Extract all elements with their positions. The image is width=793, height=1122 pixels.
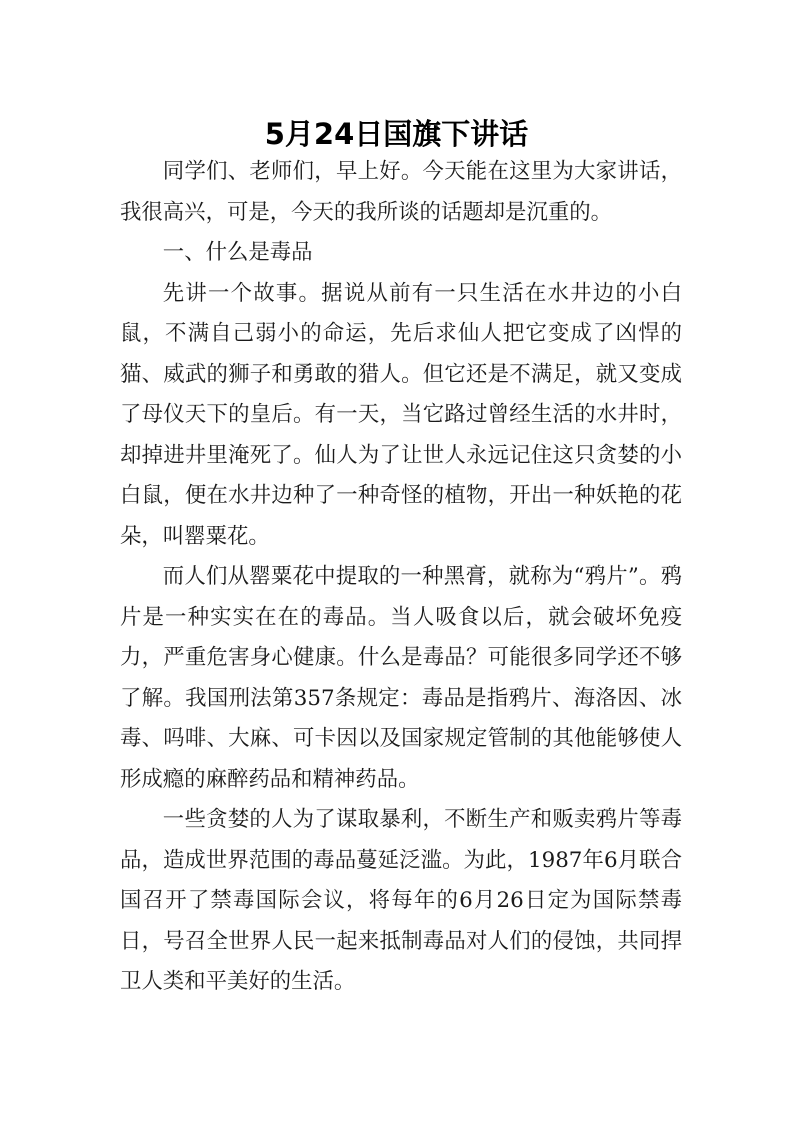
paragraph-anti-drug-day: 一些贪婪的人为了谋取暴利，不断生产和贩卖鸦片等毒品，造成世界范围的毒品蔓延泛滥。为此，1987年6月联合国召开了禁毒国际会议，将每年的6月26日定为国际禁毒日，号召全世界人民一起来抵制毒品对人们的侵蚀，共同捍卫人类和平美好的生活。 [120, 807, 682, 994]
paragraph-opium: 而人们从罂粟花中提取的一种黑膏，就称为“鸦片”。鸦片是一种实实在在的毒品。当人吸食以后，就会破坏免疫力，严重危害身心健康。什么是毒品？可能很多同学还不够了解。我国刑法第357条规定：毒品是指鸦片、海洛因、冰毒、吗啡、大麻、可卡因以及国家规定管制的其他能够使人形成瘾的麻醉药品和精神药品。 [120, 564, 682, 792]
paragraph-story: 先讲一个故事。据说从前有一只生活在水井边的小白鼠，不满自己弱小的命运，先后求仙人把它变成了凶悍的猫、威武的狮子和勇敢的猎人。但它还是不满足，就又变成了母仪天下的皇后。有一天，当它路过曾经生活的水井时，却掉进井里淹死了。仙人为了让世人永远记住这只贪婪的小白鼠，便在水井边种了一种奇怪的植物，开出一种妖艳的花朵，叫罂粟花。 [120, 280, 682, 549]
section-heading-what-is-drugs: 一、什么是毒品 [162, 240, 313, 265]
document-title: 5月24日国旗下讲话 [264, 117, 529, 152]
paragraph-greeting: 同学们、老师们，早上好。今天能在这里为大家讲话，我很高兴，可是，今天的我所谈的话题却是沉重的。 [120, 159, 682, 225]
document-body [120, 152, 682, 1003]
